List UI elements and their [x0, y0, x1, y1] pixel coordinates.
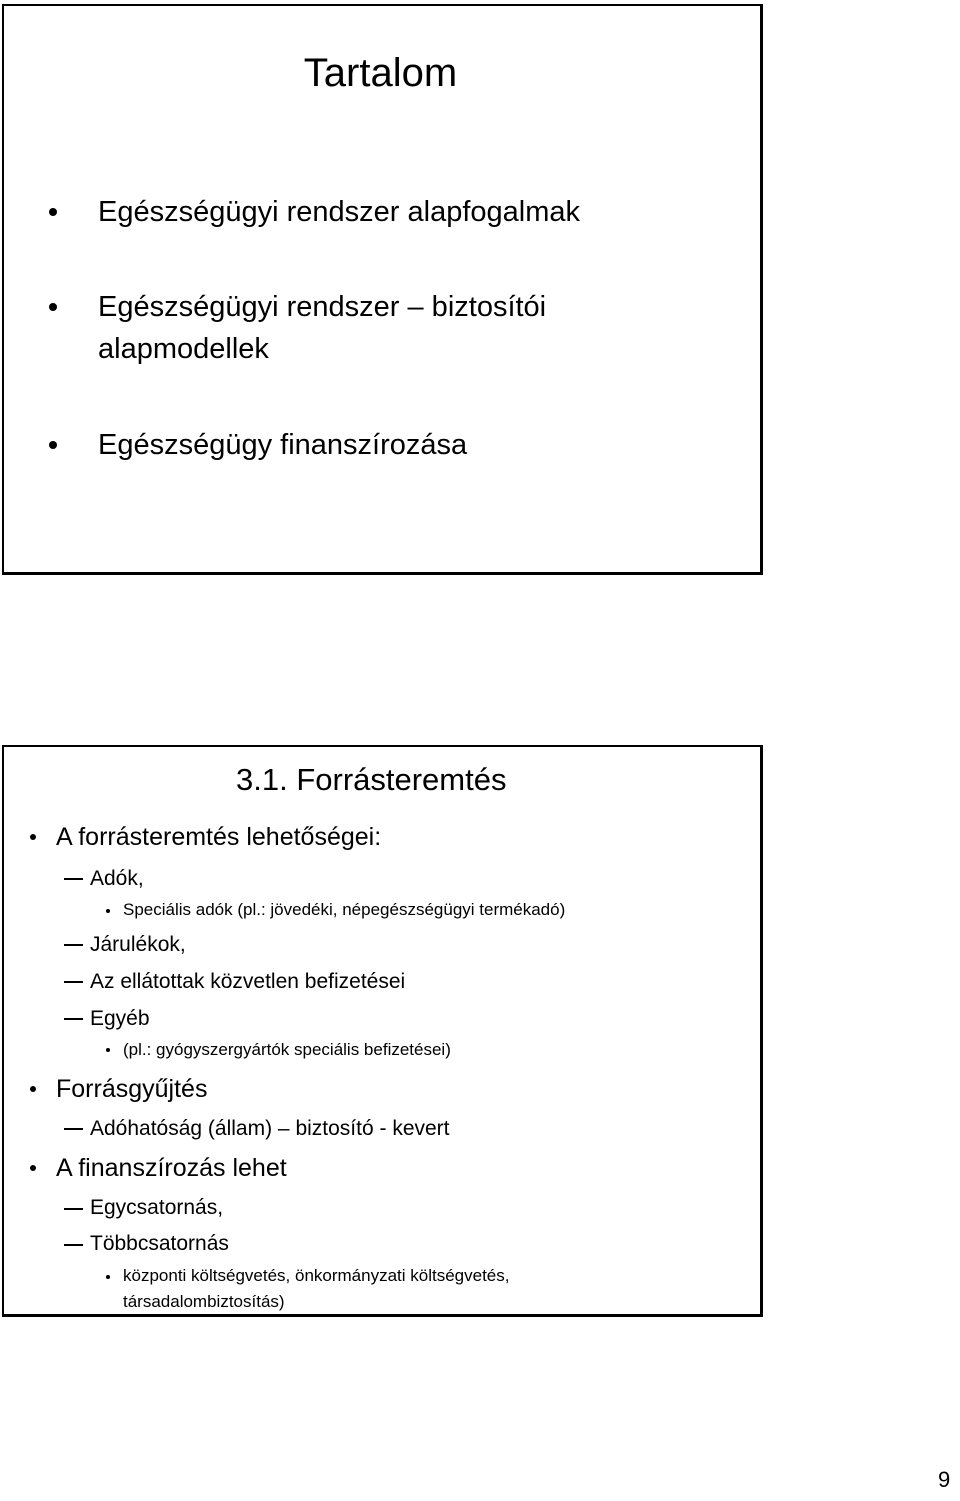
list-item: (pl.: gyógyszergyártók speciális befizetései) — [123, 1040, 451, 1059]
list-item: A finanszírozás lehet — [56, 1154, 287, 1182]
slide-title: 3.1. Forrásteremtés — [236, 762, 507, 797]
bullet-icon — [106, 909, 110, 913]
list-item: Az ellátottak közvetlen befizetései — [90, 970, 406, 993]
list-item: A forrásteremtés lehetőségei: — [56, 823, 382, 851]
dash-icon — [64, 1244, 83, 1246]
list-item: Járulékok, — [90, 933, 186, 956]
list-item: Egyéb — [90, 1007, 150, 1030]
list-item-continuation: társadalombiztosítás) — [123, 1292, 285, 1311]
bullet-icon — [49, 441, 57, 449]
bullet-icon — [106, 1275, 110, 1279]
list-item: központi költségvetés, önkormányzati költségvetés, — [123, 1266, 510, 1285]
bullet-icon — [30, 834, 36, 840]
page-number: 9 — [938, 1467, 951, 1492]
dash-icon — [64, 1018, 83, 1020]
dash-icon — [64, 981, 83, 983]
dash-icon — [64, 1128, 83, 1130]
list-item: Egészségügyi rendszer – biztosítói — [98, 291, 547, 323]
dash-icon — [64, 878, 83, 880]
bullet-icon — [30, 1165, 36, 1171]
list-item: Többcsatornás — [90, 1232, 229, 1255]
bullet-icon — [49, 208, 57, 216]
list-item: Adók, — [90, 867, 144, 890]
list-item: Egészségügy finanszírozása — [98, 429, 468, 461]
list-item-continuation: alapmodellek — [98, 333, 269, 365]
bullet-icon — [106, 1048, 110, 1052]
list-item: Speciális adók (pl.: jövedéki, népegészségügyi termékadó) — [123, 900, 566, 919]
list-item: Egészségügyi rendszer alapfogalmak — [98, 196, 580, 228]
bullet-icon — [30, 1086, 36, 1092]
dash-icon — [64, 944, 83, 946]
dash-icon — [64, 1208, 83, 1210]
bullet-icon — [49, 303, 57, 311]
list-item: Forrásgyűjtés — [56, 1075, 208, 1103]
list-item: Egycsatornás, — [90, 1196, 224, 1219]
slide-title: Tartalom — [303, 51, 458, 95]
list-item: Adóhatóság (állam) – biztosító - kevert — [90, 1117, 450, 1140]
